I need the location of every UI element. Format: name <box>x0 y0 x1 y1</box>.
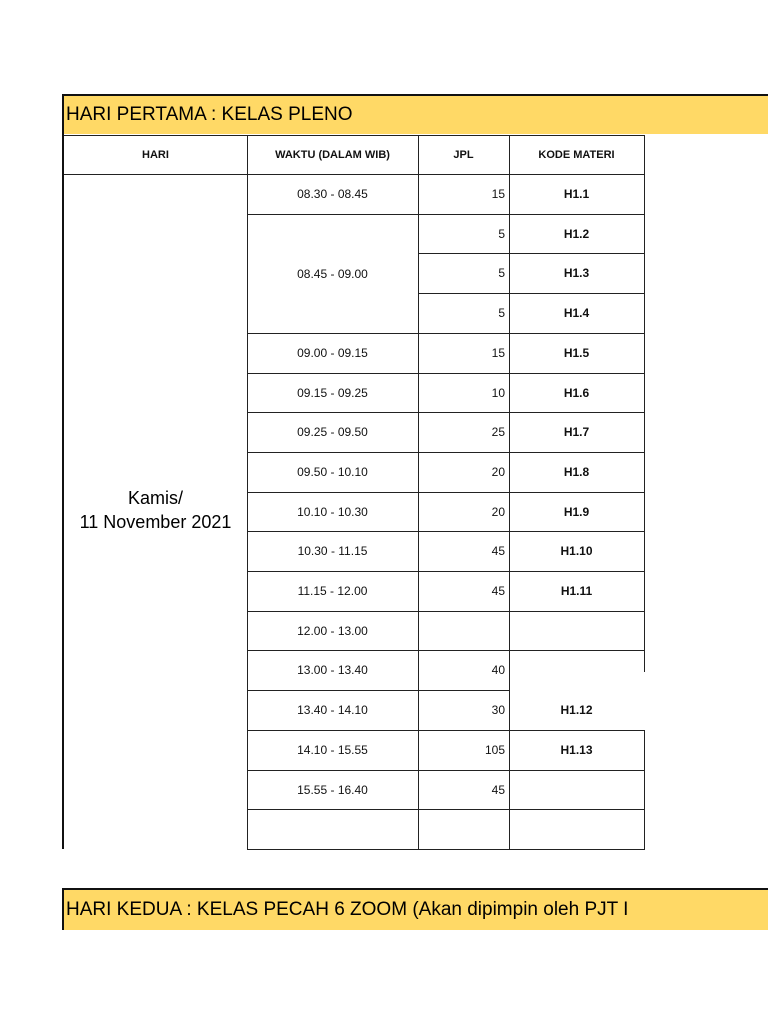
grid-line <box>509 531 645 532</box>
time-cell: 09.15 - 09.25 <box>297 385 368 400</box>
grid-line <box>247 770 510 771</box>
grid-line <box>509 849 645 850</box>
jpl-cell: 5 <box>498 266 505 280</box>
jpl-cell: 25 <box>491 425 505 439</box>
grid-line <box>509 135 510 849</box>
time-cell: 09.00 - 09.15 <box>297 346 368 360</box>
grid-line <box>62 94 64 849</box>
grid-line <box>509 809 645 810</box>
jpl-cell: 45 <box>491 782 505 797</box>
grid-line <box>247 135 248 849</box>
jpl-cell: 30 <box>491 703 505 717</box>
time-cell: 13.40 - 14.10 <box>297 703 368 717</box>
jpl-cell: 15 <box>491 346 505 360</box>
time-cell: 11.15 - 12.00 <box>297 584 368 598</box>
time-cell: 10.30 - 11.15 <box>297 544 368 558</box>
time-cell: 09.50 - 10.10 <box>297 465 368 479</box>
kode-materi-cell <box>509 650 644 690</box>
grid-line <box>509 452 645 453</box>
grid-line <box>509 611 645 612</box>
grid-line <box>644 650 645 672</box>
grid-line <box>247 650 510 651</box>
header-kode-materi: KODE MATERI <box>538 148 615 161</box>
grid-line <box>247 214 510 215</box>
jpl-cell: 45 <box>491 584 505 598</box>
jpl-cell: 45 <box>491 544 505 558</box>
section-2-title: HARI KEDUA : KELAS PECAH 6 ZOOM (Akan dipimpin oleh PJT I <box>66 899 629 920</box>
section-1-title: HARI PERTAMA : KELAS PLENO <box>66 104 353 125</box>
grid-line <box>247 571 510 572</box>
grid-line <box>247 849 510 850</box>
grid-line <box>247 690 510 691</box>
grid-line <box>247 611 510 612</box>
grid-line <box>247 373 510 374</box>
grid-line <box>247 452 510 453</box>
jpl-cell: 40 <box>491 663 505 677</box>
day-date: 11 November 2021 <box>79 512 232 532</box>
jpl-cell: 5 <box>498 226 505 241</box>
kode-materi-cell: H1.11 <box>560 584 593 598</box>
jpl-cell <box>418 809 509 849</box>
kode-materi-cell: H1.13 <box>560 743 593 757</box>
time-cell: 14.10 - 15.55 <box>297 743 368 757</box>
kode-materi-cell: H1.2 <box>563 226 590 241</box>
grid-line <box>509 492 645 493</box>
jpl-cell: 20 <box>491 504 505 519</box>
time-cell: 13.00 - 13.40 <box>297 663 368 677</box>
grid-line <box>509 293 645 294</box>
grid-line <box>247 412 510 413</box>
grid-line <box>418 293 510 294</box>
kode-materi-cell: H1.8 <box>563 465 590 479</box>
grid-line <box>247 333 510 334</box>
header-waktu: WAKTU (DALAM WIB) <box>275 148 390 161</box>
kode-materi-cell: H1.6 <box>563 385 590 400</box>
kode-materi-cell <box>509 611 644 650</box>
grid-line <box>509 412 645 413</box>
grid-line <box>509 770 645 771</box>
jpl-cell: 5 <box>498 306 505 320</box>
time-cell: 08.30 - 08.45 <box>297 187 368 201</box>
grid-line <box>247 492 510 493</box>
jpl-cell: 105 <box>484 743 505 757</box>
time-cell: 12.00 - 13.00 <box>297 623 368 638</box>
jpl-cell: 20 <box>491 465 505 479</box>
header-hari: HARI <box>142 148 169 161</box>
grid-line <box>247 531 510 532</box>
grid-line <box>64 174 645 175</box>
grid-line <box>247 730 510 731</box>
grid-line <box>509 373 645 374</box>
grid-line <box>644 730 645 849</box>
grid-line <box>64 135 645 136</box>
grid-line <box>509 253 645 254</box>
grid-line <box>509 214 645 215</box>
time-cell: 09.25 - 09.50 <box>297 425 368 439</box>
day-name: Kamis/ <box>127 488 183 508</box>
kode-materi-cell <box>509 809 644 849</box>
jpl-cell: 15 <box>491 187 505 201</box>
time-cell: 15.55 - 16.40 <box>297 782 368 797</box>
kode-materi-cell: H1.5 <box>563 346 590 360</box>
kode-materi-cell: H1.4 <box>563 306 590 320</box>
section-2-title-bar <box>62 888 768 930</box>
grid-line <box>509 730 645 731</box>
kode-materi-cell: H1.9 <box>563 504 590 519</box>
time-cell: 10.10 - 10.30 <box>297 504 368 519</box>
grid-line <box>509 650 645 651</box>
grid-line <box>509 571 645 572</box>
grid-line <box>418 253 510 254</box>
time-cell: 08.45 - 09.00 <box>297 266 368 281</box>
time-cell <box>247 809 418 849</box>
kode-materi-cell: H1.10 <box>560 544 593 558</box>
grid-line <box>418 135 419 849</box>
header-jpl: JPL <box>453 148 474 161</box>
grid-line <box>247 809 510 810</box>
kode-materi-cell: H1.12 <box>560 703 593 717</box>
kode-materi-cell: H1.1 <box>563 187 590 201</box>
grid-line <box>644 135 645 650</box>
jpl-cell: 10 <box>491 385 505 400</box>
kode-materi-cell: H1.3 <box>563 266 590 280</box>
section-1-title-bar <box>62 94 768 134</box>
kode-materi-cell: H1.7 <box>563 425 590 439</box>
hari-cell <box>64 486 247 534</box>
kode-materi-cell <box>509 770 644 809</box>
grid-line <box>509 333 645 334</box>
jpl-cell <box>418 611 509 650</box>
